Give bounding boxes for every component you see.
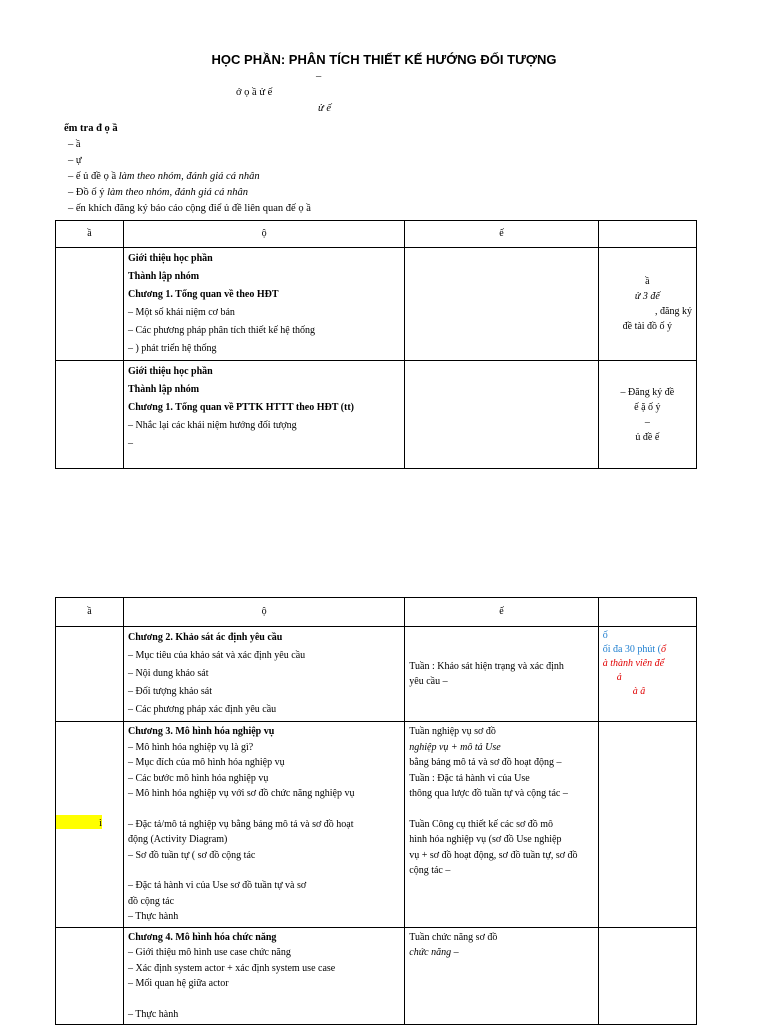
table-row: [56, 627, 697, 722]
content-line: – ) phát triển hệ thống: [127, 343, 217, 354]
note-line: –: [644, 416, 650, 428]
plan-line: vụ + sơ đồ hoạt động, sơ đồ tuần tự, sơ đồ: [409, 849, 578, 861]
note-cell: [598, 361, 696, 469]
assessment-heading: ểm tra đ ọ ầ: [64, 123, 118, 134]
content-line: [128, 802, 400, 817]
week-cell: [56, 248, 124, 361]
content-line: – Thực hành: [127, 1008, 179, 1020]
assessment-note: làm theo nhóm, đánh giá cá nhân: [107, 187, 248, 198]
plan-line: [409, 802, 593, 817]
content-line: – Mục tiêu của khảo sát và xác định yêu cầu: [127, 650, 306, 661]
note-line: ử 3 đế: [634, 291, 660, 302]
note-line: ả: [616, 672, 622, 683]
content-line: Chương 1. Tổng quan về theo HĐT: [127, 289, 279, 300]
schedule-table-1: [55, 220, 697, 469]
col-header-plan: ế: [405, 598, 598, 627]
content-line: [128, 992, 400, 1007]
content-line: Chương 1. Tổng quan về PTTK HTTT theo HĐT (tt): [127, 402, 354, 413]
table-header-row: [56, 221, 697, 248]
content-line: Chương 3. Mô hình hóa nghiệp vụ: [127, 726, 275, 737]
content-cell: [123, 927, 404, 1025]
plan-line: Tuần nghiệp vụ sơ đồ: [409, 726, 496, 737]
highlighted-week: ì: [56, 815, 102, 829]
plan-line: hình hóa nghiệp vụ (sơ đồ Use nghiệp: [409, 834, 562, 845]
content-line: – Đặc tả/mô tả nghiệp vụ bằng bảng mô tả và sơ đồ hoạt: [127, 818, 354, 830]
col-header-week: ầ: [56, 598, 124, 627]
col-header-week: ầ: [56, 221, 124, 248]
title-dash: –: [316, 71, 322, 82]
plan-line: Tuần Công cụ thiết kế các sơ đồ mô: [409, 818, 554, 830]
content-line: – Một số khái niệm cơ bản: [127, 307, 235, 318]
col-header-plan: ế: [405, 221, 598, 248]
assessment-item: [68, 170, 260, 183]
content-line: Thành lập nhóm: [127, 384, 200, 395]
content-line: Giới thiệu học phần: [127, 366, 213, 377]
week-cell: [56, 722, 124, 928]
content-line: – Mô hình hóa nghiệp vụ là gì?: [127, 741, 254, 753]
plan-line: nghiệp vụ + mô tả Use: [409, 741, 501, 753]
content-line: Giới thiệu học phần: [127, 253, 213, 264]
content-cell: [123, 248, 404, 361]
assessment-item: – ự: [68, 155, 82, 166]
content-line: đồ cộng tác: [127, 895, 175, 907]
note-line: [603, 643, 692, 657]
content-line: – Nội dung khảo sát: [127, 668, 209, 679]
content-line: – Thực hành: [127, 911, 179, 922]
assessment-note: làm theo nhóm, đánh giá cá nhân: [118, 171, 260, 182]
note-cell: [598, 722, 696, 928]
col-header-content: ộ: [123, 598, 404, 627]
content-line: – Các bước mô hình hóa nghiệp vụ: [127, 772, 269, 784]
note-line: , đăng ký: [655, 306, 692, 317]
content-line: động (Activity Diagram): [127, 834, 228, 845]
note-cell: [598, 627, 696, 722]
content-cell: [123, 627, 404, 722]
table-row: [56, 361, 697, 469]
col-header-note: [598, 221, 696, 248]
plan-cell: [405, 722, 598, 928]
col-header-note: [598, 598, 696, 627]
week-cell: [56, 361, 124, 469]
content-line: Thành lập nhóm: [127, 271, 200, 282]
content-cell: [123, 722, 404, 928]
content-line: –: [127, 438, 133, 449]
content-line: [128, 863, 400, 878]
note-line: ầ: [645, 276, 650, 287]
week-cell: [56, 627, 124, 722]
plan-line: Tuần chức năng sơ đồ: [409, 931, 498, 943]
content-line: – Mối quan hệ giữa actor: [127, 978, 229, 989]
plan-line: thông qua lược đồ tuần tự và cộng tác –: [409, 788, 568, 799]
assessment-item: – ến khích đăng ký báo cáo cộng điể ủ đề liên quan đế ọ ầ: [68, 203, 311, 214]
plan-cell: [405, 927, 598, 1025]
note-cell: [598, 248, 696, 361]
assessment-item: – ầ: [68, 139, 81, 150]
week-cell: [56, 927, 124, 1025]
col-header-content: ộ: [123, 221, 404, 248]
note-red: ổ: [661, 644, 667, 655]
plan-cell: [405, 248, 598, 361]
content-cell: [123, 361, 404, 469]
note-cell: [598, 927, 696, 1025]
plan-line: Tuần : Khảo sát hiện trạng và xác định: [409, 661, 564, 672]
page-title: HỌC PHẦN: PHÂN TÍCH THIẾT KẾ HƯỚNG ĐỐI TƯỢNG: [211, 52, 557, 67]
note-line: ủ đề ế: [635, 431, 660, 443]
content-line: – Mục đích của mô hình hóa nghiệp vụ: [127, 757, 285, 768]
content-line: – Mô hình hóa nghiệp vụ với sơ đồ chức năng nghiệp vụ: [127, 788, 355, 799]
schedule-table-2: [55, 597, 697, 1025]
plan-line: chức năng –: [409, 947, 459, 958]
note-line: ố: [602, 630, 608, 641]
content-line: – Đối tượng khảo sát: [127, 686, 213, 697]
content-line: Chương 2. Khảo sát ác định yêu cầu: [127, 632, 283, 643]
table-row: [56, 927, 697, 1025]
intro-line-1: ớ ọ ầ ử ế: [236, 87, 273, 98]
note-line: à thành viên để: [602, 658, 665, 669]
plan-cell: [405, 627, 598, 722]
content-line: – Nhắc lại các khái niệm hướng đối tượng: [127, 420, 297, 431]
plan-cell: [405, 361, 598, 469]
content-line: Chương 4. Mô hình hóa chức năng: [127, 931, 277, 943]
plan-line: Tuần : Đặc tả hành vi của Use: [409, 772, 530, 784]
content-line: – Các phương pháp phân tích thiết kế hệ thống: [127, 325, 316, 336]
table-row: [56, 248, 697, 361]
intro-line-2: ử ế: [318, 103, 332, 114]
assessment-item-text: – Đồ ố ý: [68, 187, 105, 198]
note-line: ế ặ ố ý: [634, 401, 661, 413]
plan-line: bằng bảng mô tả và sơ đồ hoạt động –: [409, 757, 562, 768]
table-row: [56, 722, 697, 928]
table-header-row: [56, 598, 697, 627]
assessment-item: [68, 186, 248, 199]
content-line: – Sơ đồ tuần tự ( sơ đồ cộng tác: [127, 849, 256, 861]
note-line: đề tài đồ ố ý: [622, 321, 673, 332]
content-line: – Các phương pháp xác định yêu cầu: [127, 704, 277, 715]
plan-line: yêu cầu –: [409, 676, 448, 687]
plan-line: cộng tác –: [409, 865, 451, 876]
content-line: – Giới thiệu mô hình use case chức năng: [127, 947, 291, 958]
note-line: – Đăng ký đề: [620, 386, 675, 398]
content-line: – Xác định system actor + xác định system use case: [127, 962, 336, 974]
assessment-item-text: – ế ủ đề ọ ầ: [68, 171, 117, 182]
note-duration: ối đa 30 phút (: [602, 644, 662, 655]
note-line: à â: [632, 686, 646, 697]
content-line: – Đặc tả hành vi của Use sơ đồ tuần tự và sơ: [127, 880, 307, 891]
